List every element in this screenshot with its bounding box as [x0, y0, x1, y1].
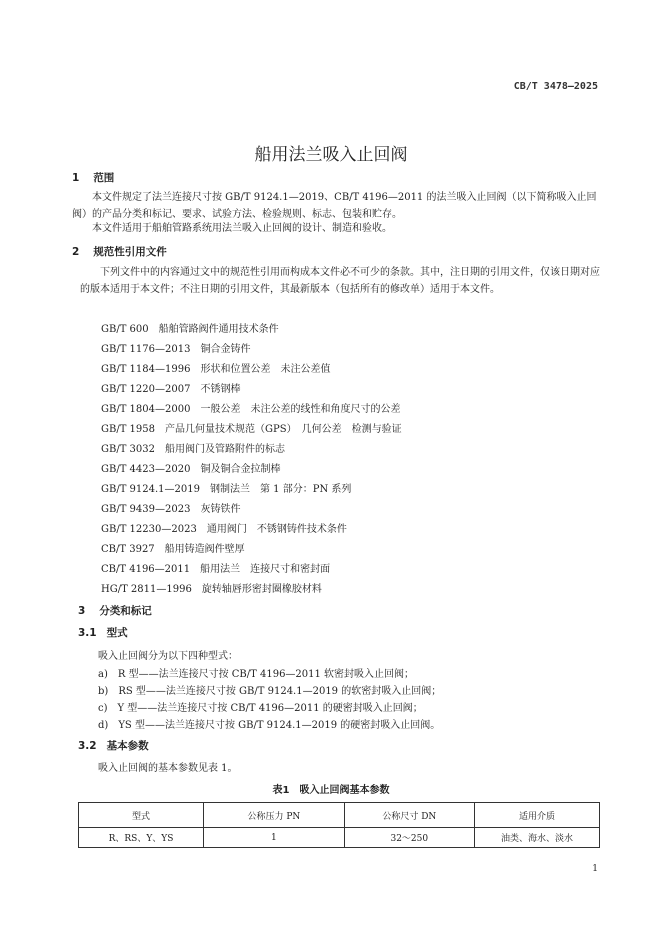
type-list-item	[98, 665, 414, 680]
table-cell: R、RS、Y、YS	[79, 828, 204, 848]
reference-item: GB/T 1176—2013 铜合金铸件	[101, 344, 251, 355]
section-number: 3.1	[78, 627, 97, 639]
section-number: 3	[78, 605, 86, 617]
type-list-item	[98, 699, 423, 714]
references-intro: 下列文件中的内容通过文中的规范性引用而构成本文件必不可少的条款。其中，注日期的引用文件，仅该日期对应的版本适用于本文件；不注日期的引用文件，其最新版本（包括所有的修改单）适用于本文件。	[80, 267, 600, 295]
table-header-row	[79, 803, 600, 828]
reference-item: GB/T 9124.1—2019 钢制法兰 第 1 部分：PN 系列	[101, 484, 352, 495]
reference-item: GB/T 3032 船用阀门及管路附件的标志	[101, 444, 286, 455]
reference-item: GB/T 1804—2000 一般公差 未注公差的线性和角度尺寸的公差	[101, 404, 401, 415]
list-text: Y 型——法兰连接尺寸按 CB/T 4196—2011 的硬密封吸入止回阀；	[117, 703, 423, 714]
type-list-item	[98, 716, 440, 731]
table-cell: 油类、海水、淡水	[474, 828, 599, 848]
scope-paragraph-1: 本文件规定了法兰连接尺寸按 GB/T 9124.1—2019、CB/T 4196—2011 的法兰吸入止回阀（以下简称吸入止回阀）的产品分类和标记、要求、试验方法、检验规则、标志、包装和贮存。	[72, 192, 597, 220]
list-marker: a)	[98, 669, 108, 680]
reference-item: GB/T 1220—2007 不锈钢棒	[101, 384, 241, 395]
table-header-cell: 型式	[79, 803, 204, 828]
list-text: R 型——法兰连接尺寸按 CB/T 4196—2011 软密封吸入止回阀；	[117, 669, 415, 680]
section-title: 分类和标记	[99, 605, 152, 617]
reference-item: GB/T 4423—2020 铜及铜合金拉制棒	[101, 464, 281, 475]
section-number: 3.2	[78, 740, 97, 752]
table-cell: 32～250	[344, 828, 474, 848]
section-3-2-heading	[78, 738, 149, 753]
table-row	[79, 828, 600, 848]
type-list-item	[98, 682, 441, 697]
scope-paragraph-2: 本文件适用于船舶管路系统用法兰吸入止回阀的设计、制造和验收。	[92, 223, 392, 234]
reference-item: GB/T 9439—2023 灰铸铁件	[101, 504, 241, 515]
reference-item: GB/T 1958 产品几何量技术规范（GPS） 几何公差 检测与验证	[101, 424, 402, 435]
list-marker: b)	[98, 686, 109, 697]
list-marker: d)	[98, 720, 109, 731]
list-marker: c)	[98, 703, 108, 714]
section-3-1-heading	[78, 625, 128, 640]
section-3-heading	[78, 603, 152, 618]
section-title: 基本参数	[106, 740, 149, 752]
section-title: 规范性引用文件	[93, 246, 167, 258]
list-text: RS 型——法兰连接尺寸按 GB/T 9124.1—2019 的软密封吸入止回阀；	[118, 686, 442, 697]
table-caption: 表1 吸入止回阀基本参数	[272, 785, 390, 796]
reference-item: GB/T 1184—1996 形状和位置公差 未注公差值	[101, 364, 331, 375]
table-cell: 1	[204, 828, 345, 848]
section-number: 2	[72, 246, 80, 258]
reference-item: HG/T 2811—1996 旋转轴唇形密封圈橡胶材料	[101, 584, 322, 595]
list-text: YS 型——法兰连接尺寸按 GB/T 9124.1—2019 的硬密封吸入止回阀。	[118, 720, 441, 731]
section-title: 型式	[106, 627, 128, 639]
types-intro: 吸入止回阀分为以下四种型式：	[98, 651, 238, 662]
table-header-cell: 适用介质	[474, 803, 599, 828]
reference-item: GB/T 600 船舶管路阀件通用技术条件	[101, 324, 279, 335]
section-2-heading	[72, 244, 167, 259]
reference-item: CB/T 3927 船用铸造阀件壁厚	[101, 544, 245, 555]
reference-item: CB/T 4196—2011 船用法兰 连接尺寸和密封面	[101, 564, 331, 575]
section-title: 范围	[93, 172, 115, 184]
table-header-cell: 公称尺寸 DN	[344, 803, 474, 828]
section-number: 1	[72, 172, 80, 184]
document-title: 船用法兰吸入止回阀	[254, 145, 408, 165]
table-header-cell: 公称压力 PN	[204, 803, 345, 828]
reference-item: GB/T 12230—2023 通用阀门 不锈钢铸件技术条件	[101, 524, 347, 535]
document-code-header: CB/T 3478—2025	[513, 81, 598, 92]
section-1-heading	[72, 170, 114, 185]
page-number: 1	[592, 864, 598, 874]
basic-parameters-table	[78, 802, 600, 848]
parameters-intro: 吸入止回阀的基本参数见表 1。	[98, 763, 238, 774]
